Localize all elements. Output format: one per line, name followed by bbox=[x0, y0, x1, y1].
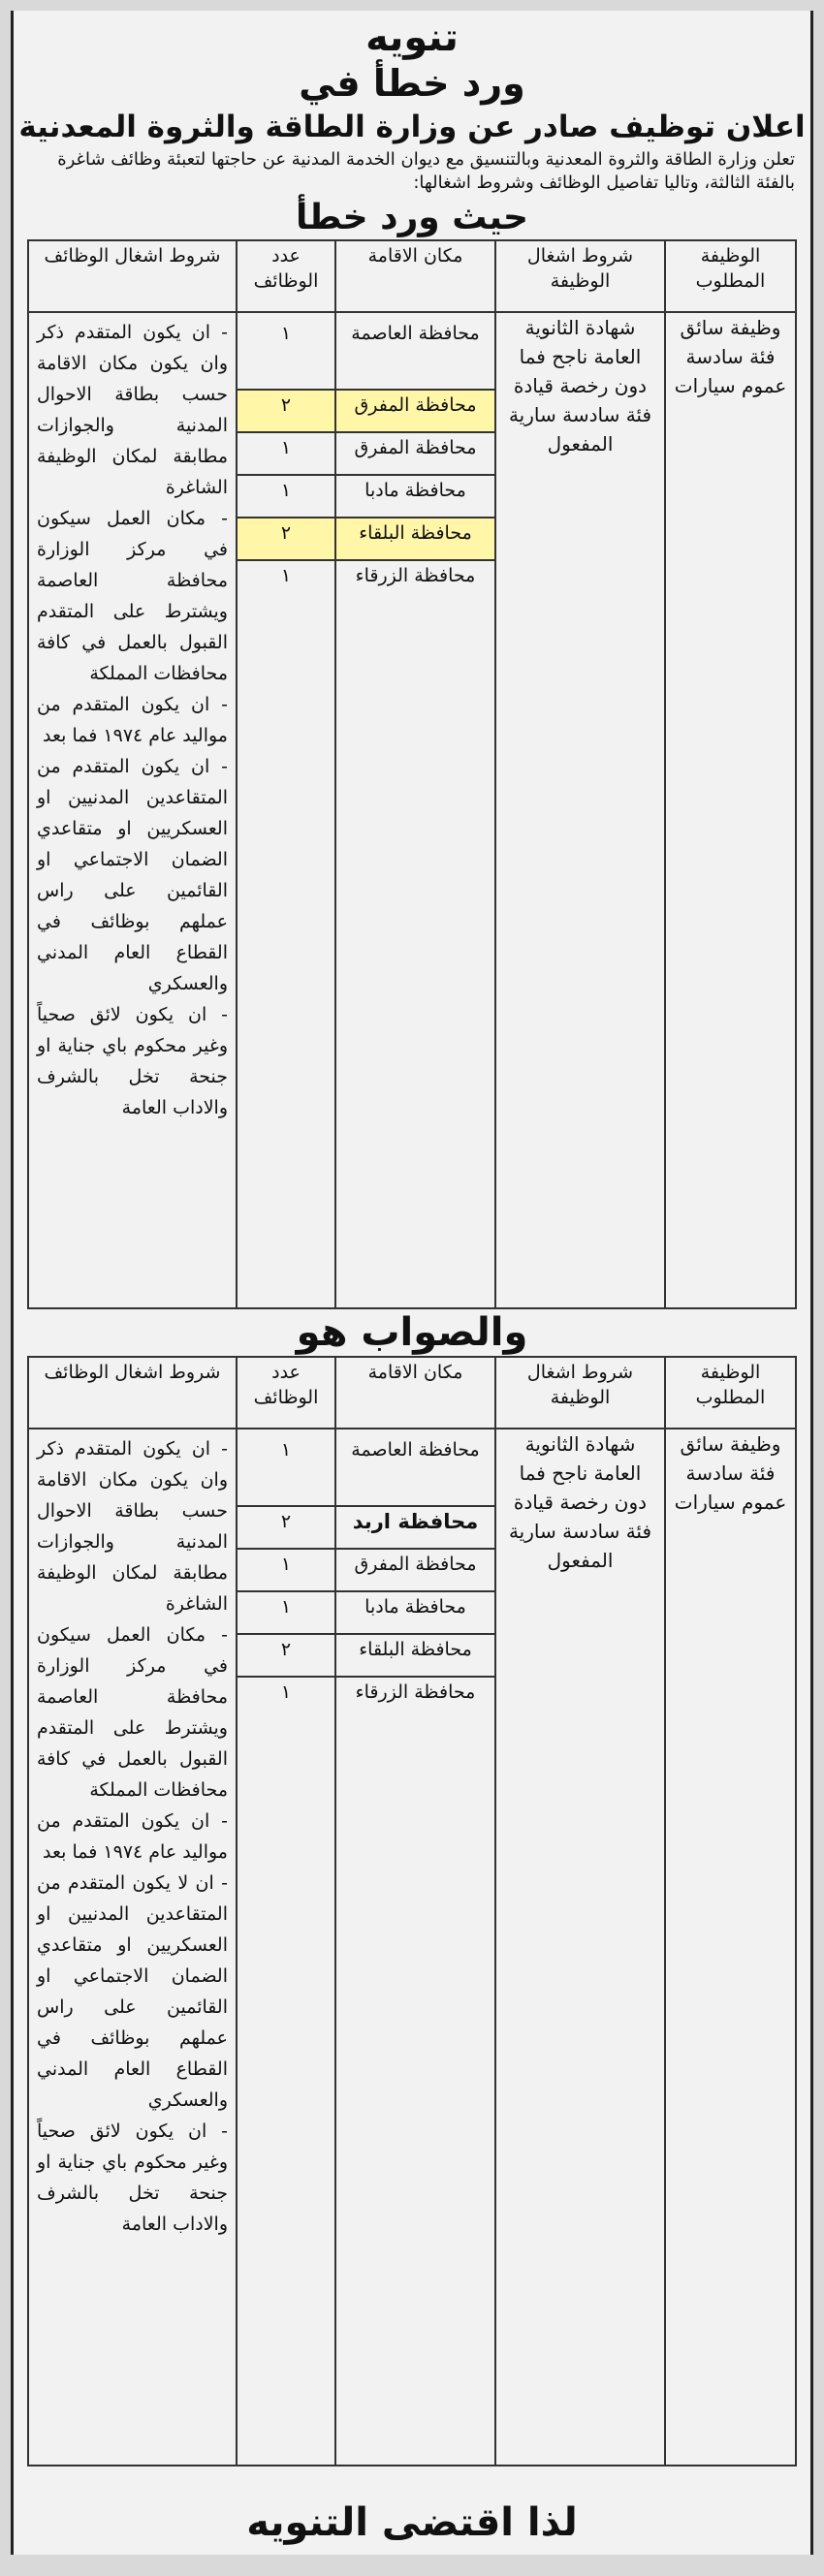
condition-item: - ان يكون المتقدم من مواليد عام ١٩٧٤ فما بعد bbox=[37, 1810, 228, 1863]
notice-subtitle: ورد خطأ في bbox=[299, 62, 525, 105]
table-row bbox=[28, 312, 796, 1308]
condition-item: - ان يكون لائق صحياً وغير محكوم باي جناية او جنحة تخل بالشرف والاداب العامة bbox=[37, 1004, 228, 1118]
footer-note: لذا اقتضى التنويه bbox=[246, 2500, 578, 2545]
col-qual-header: شروط اشغال الوظيفة bbox=[495, 240, 665, 312]
residence-item: محافظة البلقاء bbox=[336, 518, 494, 561]
count-item: ١ bbox=[238, 1429, 334, 1507]
residence-item: محافظة المفرق bbox=[336, 1550, 494, 1592]
count-item: ١ bbox=[238, 433, 334, 476]
count-item: ٢ bbox=[238, 518, 334, 561]
conditions-cell bbox=[28, 312, 237, 1308]
count-item: ١ bbox=[238, 1550, 334, 1592]
notice-title: تنويه bbox=[365, 16, 459, 60]
residence-item: محافظة العاصمة bbox=[336, 1429, 494, 1507]
notice-page bbox=[11, 11, 813, 2555]
residence-item: محافظة اربد bbox=[336, 1507, 494, 1550]
col-qual-header: شروط اشغال الوظيفة bbox=[495, 1357, 665, 1429]
count-item: ٢ bbox=[238, 391, 334, 433]
residence-cell bbox=[335, 1429, 495, 2466]
correct-heading: والصواب هو bbox=[296, 1310, 528, 1355]
residence-item: محافظة الزرقاء bbox=[355, 565, 476, 586]
condition-item: - ان يكون لائق صحياً وغير محكوم باي جناية او جنحة تخل بالشرف والاداب العامة bbox=[37, 2120, 228, 2235]
qualification-cell: شهادة الثانوية العامة ناجح فما دون رخصة قيادة فئة سادسة سارية المفعول bbox=[495, 1429, 665, 2466]
table-header-row bbox=[28, 240, 796, 312]
table-row bbox=[28, 1429, 796, 2466]
condition-item: - ان يكون المتقدم ذكر وان يكون مكان الاقامة حسب بطاقة الاحوال المدنية والجوازات مطابقة لمكان الوظيفة الشاغرة bbox=[37, 1438, 228, 1615]
condition-item: - ان يكون المتقدم ذكر وان يكون مكان الاقامة حسب بطاقة الاحوال المدنية والجوازات مطابقة لمكان الوظيفة الشاغرة bbox=[37, 322, 228, 498]
condition-item: - ان لا يكون المتقدم من المتقاعدين المدنيين او العسكريين او متقاعدي الضمان الاجتماعي او القائمين على راس عملهم بوظائف في القطاع العام المدني والعسكري bbox=[37, 1872, 228, 2111]
count-item: ١ bbox=[238, 476, 334, 518]
condition-item: - ان يكون المتقدم من المتقاعدين المدنيين او العسكريين او متقاعدي الضمان الاجتماعي او القائمين على راس عملهم بوظائف في القطاع العام المدني والعسكري bbox=[37, 756, 228, 994]
correct-jobs-table bbox=[27, 1356, 797, 2466]
count-item: ١ bbox=[238, 1592, 334, 1635]
job-cell: وظيفة سائق فئة سادسة عموم سيارات bbox=[665, 312, 796, 1308]
count-cell bbox=[237, 1429, 335, 2466]
residence-item: محافظة مادبا bbox=[336, 1592, 494, 1635]
table-header-row bbox=[28, 1357, 796, 1429]
count-cell bbox=[237, 312, 335, 1308]
residence-item: محافظة المفرق bbox=[336, 391, 494, 433]
condition-item: - مكان العمل سيكون في مركز الوزارة محافظة العاصمة ويشترط على المتقدم القبول بالعمل في كافة محافظات المملكة bbox=[37, 1624, 228, 1801]
residence-item: محافظة الزرقاء bbox=[355, 1681, 476, 1703]
residence-item: محافظة العاصمة bbox=[336, 313, 494, 391]
announcement-title: اعلان توظيف صادر عن وزارة الطاقة والثروة المعدنية bbox=[18, 110, 806, 144]
col-conditions-header: شروط اشغال الوظائف bbox=[28, 1357, 237, 1429]
col-job-header: الوظيفة المطلوب bbox=[665, 1357, 796, 1429]
condition-item: - ان يكون المتقدم من مواليد عام ١٩٧٤ فما بعد bbox=[37, 694, 228, 746]
count-item: ٢ bbox=[238, 1507, 334, 1550]
residence-cell bbox=[335, 312, 495, 1308]
col-residence-header: مكان الاقامة bbox=[335, 240, 495, 312]
count-item: ٢ bbox=[238, 1635, 334, 1678]
wrong-jobs-table bbox=[27, 239, 797, 1309]
residence-item: محافظة المفرق bbox=[336, 433, 494, 476]
col-count-header: عدد الوظائف bbox=[237, 1357, 335, 1429]
col-count-header: عدد الوظائف bbox=[237, 240, 335, 312]
conditions-cell bbox=[28, 1429, 237, 2466]
residence-item: محافظة البلقاء bbox=[336, 1635, 494, 1678]
count-item: ١ bbox=[238, 313, 334, 391]
col-residence-header: مكان الاقامة bbox=[335, 1357, 495, 1429]
count-item: ١ bbox=[280, 1681, 292, 1703]
intro-text: تعلن وزارة الطاقة والثروة المعدنية وبالتنسيق مع ديوان الخدمة المدنية عن حاجتها لتعبئة وظائف شاغرة بالفئة الثالثة، وتاليا تفاصيل الوظائف وشروط اشغالها: bbox=[57, 149, 795, 193]
wrong-heading: حيث ورد خطأ bbox=[296, 198, 528, 237]
job-cell: وظيفة سائق فئة سادسة عموم سيارات bbox=[665, 1429, 796, 2466]
residence-item: محافظة مادبا bbox=[336, 476, 494, 518]
condition-item: - مكان العمل سيكون في مركز الوزارة محافظة العاصمة ويشترط على المتقدم القبول بالعمل في كافة محافظات المملكة bbox=[37, 508, 228, 684]
col-conditions-header: شروط اشغال الوظائف bbox=[28, 240, 237, 312]
col-job-header: الوظيفة المطلوب bbox=[665, 240, 796, 312]
qualification-cell: شهادة الثانوية العامة ناجح فما دون رخصة قيادة فئة سادسة سارية المفعول bbox=[495, 312, 665, 1308]
count-item: ١ bbox=[280, 565, 292, 586]
